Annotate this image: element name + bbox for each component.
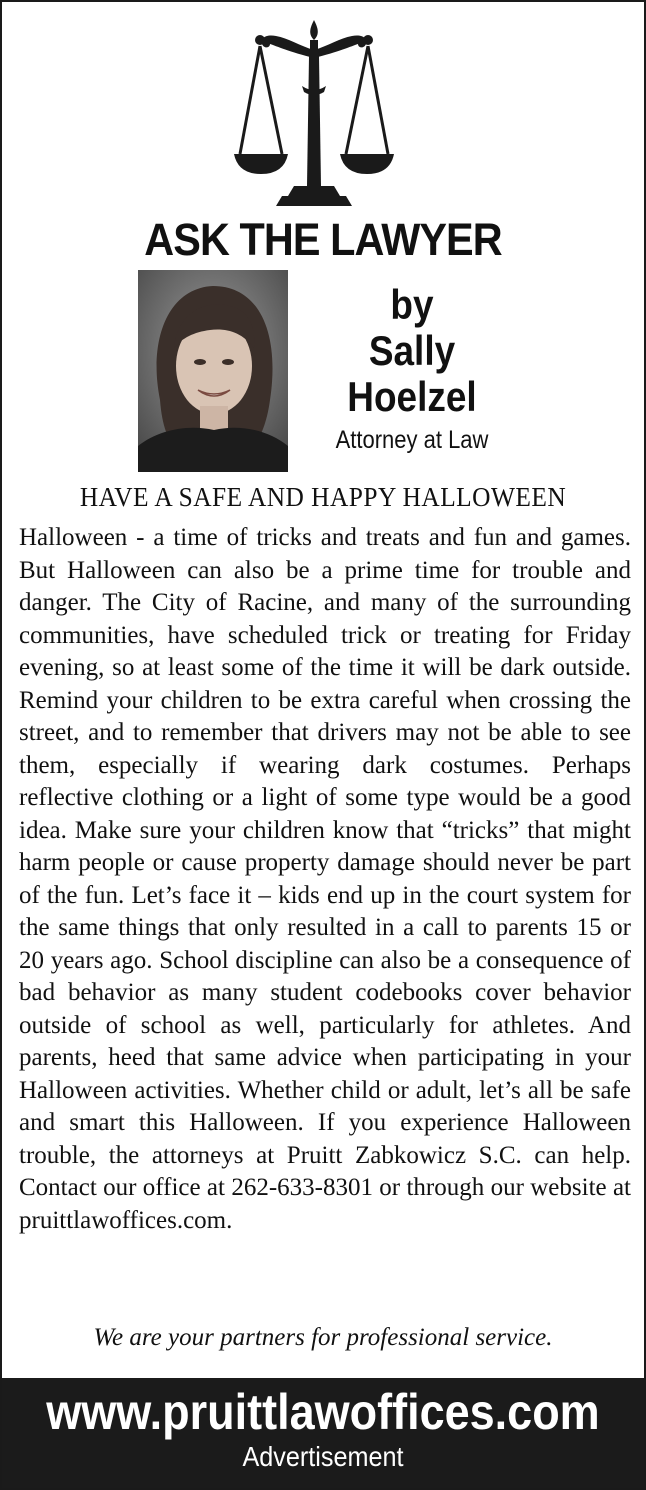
footer-banner: [2, 1378, 644, 1488]
article-body: Halloween - a time of tricks and treats and fun and games. But Halloween can also be a prime time for trouble and danger. The City of Racine, and many of the surrounding communities, have scheduled trick or treating for Friday evening, so at least some of the time it will be dark outside. Remind your children to be extra careful when crossing the street, and to remember that drivers may not be able to see them, especially if wearing dark costumes. Perhaps reflective clothing or a light of some type would be a good idea. Make sure your children know that “tricks” that might harm people or cause property damage should never be part of the fun. Let’s face it – kids end up in the court system for the same things that only resulted in a call to parents 15 or 20 years ago. School discipline can also be a consequence of bad behavior as many student codebooks cover behavior outside of school as well, particularly for athletes. And parents, heed that same advice when participating in your Halloween activities. Whether child or adult, let’s all be safe and smart this Halloween. If you experience Halloween trouble, the attorneys at Pruitt Zabkowicz S.C. can help. Contact our office at 262-633-8301 or through our website at pruittlawoffices.com.: [19, 524, 631, 1234]
author-portrait: [138, 270, 288, 472]
article-headline: HAVE A SAFE AND HAPPY HALLOWEEN: [79, 482, 567, 512]
portrait-image: [138, 270, 288, 472]
scales-of-justice-icon: [230, 16, 398, 212]
column-title: ASK THE LAWYER: [144, 214, 502, 265]
author-first-name: Sally: [368, 327, 456, 374]
author-last-name: Hoelzel: [347, 373, 477, 420]
author-byline: [302, 282, 522, 456]
footer-url: www.pruittlawoffices.com: [46, 1384, 600, 1440]
author-role: Attorney at Law: [335, 426, 489, 454]
byline-by: by: [390, 281, 434, 328]
article-tagline: We are your partners for professional service.: [93, 1324, 553, 1351]
footer-label: Advertisement: [242, 1441, 404, 1472]
